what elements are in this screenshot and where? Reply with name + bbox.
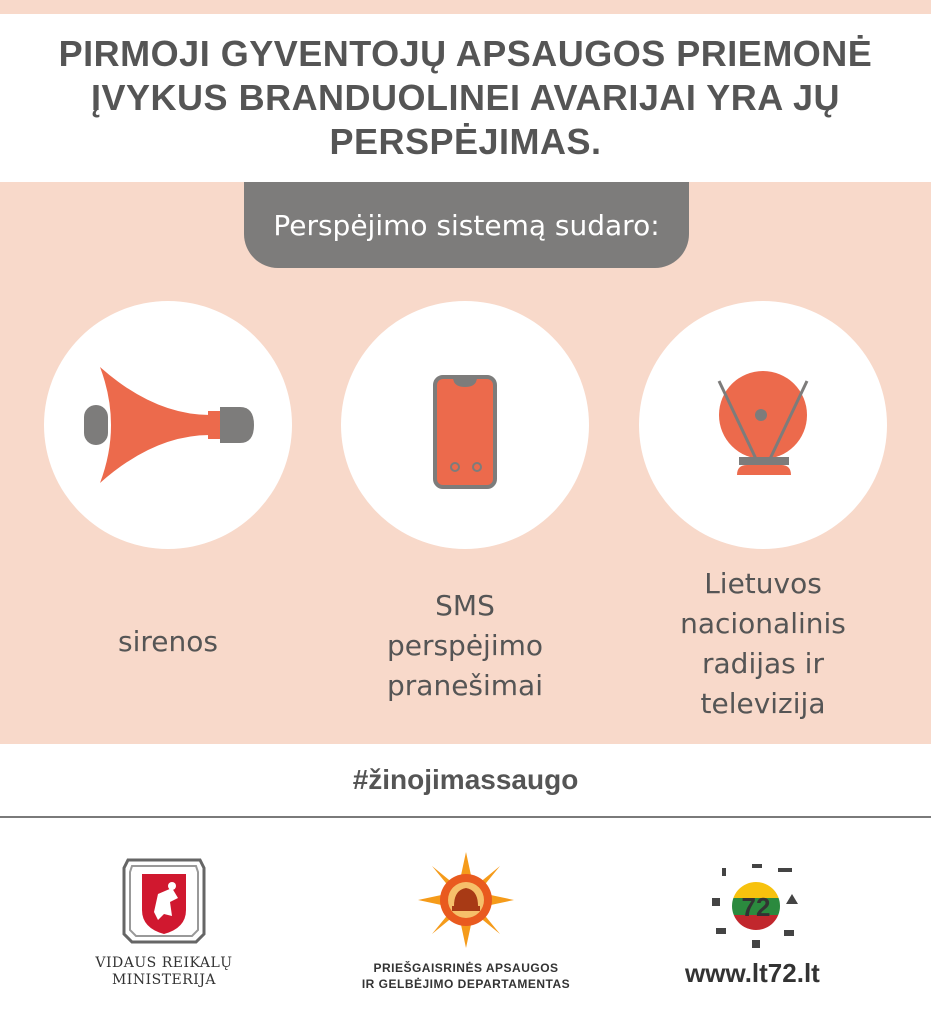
- item-label-sirens: [38, 622, 298, 662]
- page-title: [0, 14, 931, 182]
- label-line: perspėjimo: [386, 629, 544, 662]
- siren-icon: [44, 301, 292, 549]
- section-banner-text: Perspėjimo sistemą sudaro:: [273, 208, 660, 242]
- radio-tv-icon: [639, 301, 887, 549]
- title-line-1: PIRMOJI GYVENTOJŲ APSAUGOS PRIEMONĖ: [58, 33, 873, 74]
- caption-line: IR GELBĖJIMO DEPARTAMENTAS: [361, 977, 571, 991]
- label-line: SMS: [435, 589, 495, 622]
- title-line-3: PERSPĖJIMAS.: [329, 121, 602, 162]
- label-line: pranešimai: [387, 669, 543, 702]
- caption-line: MINISTERIJA: [111, 972, 217, 988]
- smartphone-icon: [341, 301, 589, 549]
- divider: [0, 816, 931, 818]
- top-strip: [0, 0, 931, 14]
- title-line-2: ĮVYKUS BRANDUOLINEI AVARIJAI YRA JŲ: [91, 77, 840, 118]
- radio-circle: [639, 301, 887, 549]
- label-line: Lietuvos: [704, 567, 822, 600]
- caption-line: PRIEŠGAISRINĖS APSAUGOS: [373, 961, 559, 975]
- siren-circle: [44, 301, 292, 549]
- fire-department-logo: [416, 850, 516, 950]
- ministry-logo: [118, 854, 210, 946]
- phone-circle: [341, 301, 589, 549]
- caption-line: VIDAUS REIKALŲ: [95, 955, 233, 971]
- item-label-radio-tv: [633, 564, 893, 724]
- lt72-logo: [708, 860, 804, 956]
- website-link[interactable]: www.lt72.lt: [685, 958, 820, 988]
- item-label-sms: [335, 586, 595, 706]
- hashtag: #žinojimassaugo: [352, 764, 579, 795]
- label-line: televizija: [700, 687, 826, 720]
- label-line: radijas ir: [702, 647, 824, 680]
- section-banner: [244, 182, 689, 268]
- label-line: nacionalinis: [680, 607, 846, 640]
- hashtag-band: [0, 744, 931, 816]
- fire-department-caption: [346, 960, 586, 992]
- label-line: sirenos: [118, 625, 218, 658]
- ministry-caption: [84, 955, 244, 989]
- lt72-emblem-text: 72: [741, 892, 771, 922]
